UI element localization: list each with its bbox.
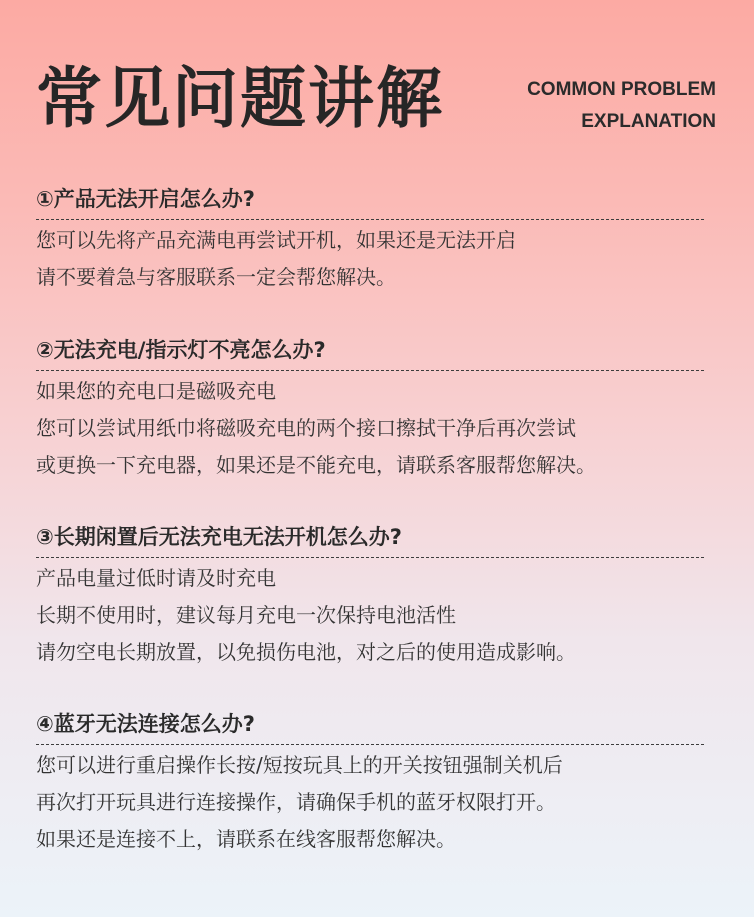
dashed-divider <box>36 370 704 371</box>
faq-answer-line: 如果您的充电口是磁吸充电 <box>36 379 276 403</box>
faq-answer-line: 或更换一下充电器，如果还是不能充电，请联系客服帮您解决。 <box>36 453 596 477</box>
english-subtitle-line-1: COMMON PROBLEM <box>527 79 716 100</box>
english-subtitle <box>527 74 716 138</box>
faq-item-2 <box>36 335 704 484</box>
faq-answer-line: 长期不使用时，建议每月充电一次保持电池活性 <box>36 603 456 627</box>
faq-answer-line: 请不要着急与客服联系一定会帮您解决。 <box>36 265 396 289</box>
dashed-divider <box>36 557 704 558</box>
dashed-divider <box>36 744 704 745</box>
faq-answer-line: 再次打开玩具进行连接操作，请确保手机的蓝牙权限打开。 <box>36 790 556 814</box>
faq-answer-line: 如果还是连接不上，请联系在线客服帮您解决。 <box>36 827 456 851</box>
faq-answer-line: 您可以尝试用纸巾将磁吸充电的两个接口擦拭干净后再次尝试 <box>36 416 576 440</box>
faq-question: ③长期闲置后无法充电无法开机怎么办? <box>36 525 402 549</box>
faq-question: ④蓝牙无法连接怎么办? <box>36 712 255 736</box>
faq-answer-line: 请勿空电长期放置，以免损伤电池，对之后的使用造成影响。 <box>36 640 576 664</box>
faq-answer-line: 您可以先将产品充满电再尝试开机，如果还是无法开启 <box>36 228 516 252</box>
faq-item-3 <box>36 522 704 671</box>
faq-question: ②无法充电/指示灯不亮怎么办? <box>36 338 326 362</box>
faq-answer-line: 产品电量过低时请及时充电 <box>36 566 276 590</box>
page-title: 常见问题讲解 <box>36 60 444 137</box>
faq-item-4 <box>36 709 704 858</box>
faq-question: ①产品无法开启怎么办? <box>36 187 255 211</box>
page-header <box>0 0 754 160</box>
dashed-divider <box>36 219 704 220</box>
faq-answer-line: 您可以进行重启操作长按/短按玩具上的开关按钮强制关机后 <box>36 753 563 777</box>
english-subtitle-line-2: EXPLANATION <box>581 111 716 132</box>
faq-item-1 <box>36 184 704 296</box>
